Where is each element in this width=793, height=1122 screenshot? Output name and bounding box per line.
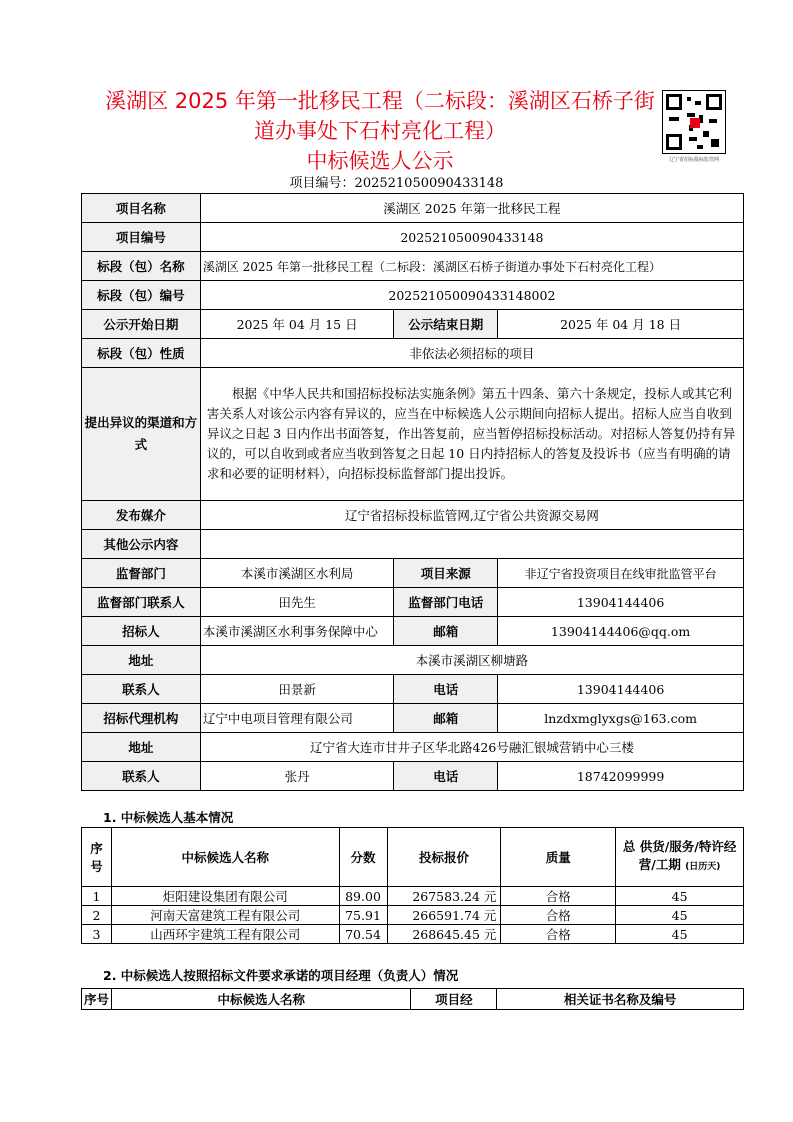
end-date-value: 2025 年 04 月 18 日 [498,310,744,339]
cell-name: 河南天富建筑工程有限公司 [111,906,339,925]
col-header-score: 分数 [339,828,387,887]
col-header-period-text: 总 供货/服务/特许经营/工期 [622,839,737,872]
cell-price: 268645.45 元 [387,925,501,944]
qr-code-icon [662,90,726,154]
table-row [82,501,744,530]
agency-address-label: 地址 [82,733,201,762]
cell-no: 2 [82,906,112,925]
sup-contact-value: 田先生 [200,588,394,617]
media-label: 发布媒介 [82,501,201,530]
table-row [82,559,744,588]
table-row [82,310,744,339]
agency-address-value: 辽宁省大连市甘井子区华北路426号融汇银城营销中心三楼 [200,733,743,762]
objection-label: 提出异议的渠道和方式 [82,368,201,501]
candidates-table [81,827,744,944]
section-name-label: 标段（包）名称 [82,252,201,281]
source-value: 非辽宁省投资项目在线审批监管平台 [498,559,744,588]
project-name-label: 项目名称 [82,194,201,223]
tenderer-phone-label: 电话 [394,675,498,704]
cell-quality: 合格 [501,925,616,944]
col-header-price: 投标报价 [387,828,501,887]
cell-no: 1 [82,887,112,906]
document-subtitle: 中标候选人公示 [306,149,454,173]
qr-caption: 辽宁省招标投标监管网 [668,157,719,163]
table-row [82,617,744,646]
document-title-line2: 道办事处下石村亮化工程） [254,119,506,143]
agency-value: 辽宁中电项目管理有限公司 [200,704,394,733]
col-header-no: 序号 [82,828,112,887]
section-no-label: 标段（包）编号 [82,281,201,310]
table-row [82,704,744,733]
col-header-name: 中标候选人名称 [111,828,339,887]
cell-period: 45 [616,887,744,906]
table-row [82,588,744,617]
table-row [82,223,744,252]
section-no-value: 20252105009043314​8002 [200,281,743,310]
col-header-quality: 质量 [501,828,616,887]
cell-price: 267583.24 元 [387,887,501,906]
cell-name: 山西环宇建筑工程有限公司 [111,925,339,944]
cell-score: 75.91 [339,906,387,925]
cell-quality: 合格 [501,906,616,925]
table-row [82,675,744,704]
table-row [82,925,744,944]
start-date-label: 公示开始日期 [82,310,201,339]
cell-price: 266591.74 元 [387,906,501,925]
tenderer-contact-label: 联系人 [82,675,201,704]
tenderer-address-label: 地址 [82,646,201,675]
table-row [82,906,744,925]
cell-score: 70.54 [339,925,387,944]
cell-period: 45 [616,925,744,944]
cell-name: 炬阳建设集团有限公司 [111,887,339,906]
col-header-name: 中标候选人名称 [111,989,411,1010]
table-row [82,281,744,310]
supervisor-value: 本溪市溪湖区水利局 [200,559,394,588]
table-row [82,530,744,559]
cell-period: 45 [616,906,744,925]
project-number-line: 项目编号：20252105009043314​8 [289,176,504,191]
candidates-section-title: 1. 中标候选人基本情况 [103,810,234,825]
table-row [82,194,744,223]
agency-email-label: 邮箱 [394,704,498,733]
agency-label: 招标代理机构 [82,704,201,733]
agency-email-value: lnzdxmglyxgs@163.com [498,704,744,733]
section-nature-label: 标段（包）性质 [82,339,201,368]
cell-quality: 合格 [501,887,616,906]
other-label: 其他公示内容 [82,530,201,559]
objection-text: 根据《中华人民共和国招标投标法实施条例》第五十四条、第六十条规定，投标人或其它利害关系人对该公示内容有异议的，应当在中标候选人公示期间向招标人提出。招标人应当自收到异议之日起 3 日内作出书面答复，作出答复前，应当暂停招标投标活动。对招标人答复仍持有异议的，可以自收到或者应当收到答复之日起 10 日内持招标人的答复及投诉书（应当有明确的请求和必要的证明材料），向招标投标监督部门提出投诉。 [200,368,743,501]
source-label: 项目来源 [394,559,498,588]
agency-contact-value: 张丹 [200,762,394,791]
start-date-value: 2025 年 04 月 15 日 [200,310,394,339]
tenderer-label: 招标人 [82,617,201,646]
supervisor-label: 监督部门 [82,559,201,588]
agency-phone-label: 电话 [394,762,498,791]
table-row [82,252,744,281]
tenderer-email-label: 邮箱 [394,617,498,646]
tenderer-contact-value: 田景新 [200,675,394,704]
managers-section-title: 2. 中标候选人按照招标文件要求承诺的项目经理（负责人）情况 [103,968,459,983]
tenderer-value: 本溪市溪湖区水利事务保障中心 [200,617,394,646]
tenderer-phone-value: 13904144406 [498,675,744,704]
project-no-label: 项目编号 [82,223,201,252]
table-header-row [82,828,744,887]
table-row [82,339,744,368]
table-row [82,762,744,791]
other-value [200,530,743,559]
col-header-cert: 相关证书名称及编号 [497,989,744,1010]
managers-table [81,988,744,1010]
col-header-period [616,828,744,887]
project-no-value: 20252105009043314​8 [200,223,743,252]
agency-contact-label: 联系人 [82,762,201,791]
table-row [82,368,744,501]
agency-phone-value: 18742099999 [498,762,744,791]
end-date-label: 公示结束日期 [394,310,498,339]
cell-score: 89.00 [339,887,387,906]
sup-phone-value: 13904144406 [498,588,744,617]
project-name-value: 溪湖区 2025 年第一批移民工程 [200,194,743,223]
sup-phone-label: 监督部门电话 [394,588,498,617]
table-row [82,887,744,906]
tenderer-address-value: 本溪市溪湖区柳塘路 [200,646,743,675]
table-header-row [82,989,744,1010]
document-title-line1: 溪湖区 2025 年第一批移民工程（二标段：溪湖区石桥子街 [105,89,655,113]
section-nature-value: 非依法必须招标的项目 [200,339,743,368]
project-info-table [81,193,744,791]
cell-no: 3 [82,925,112,944]
col-header-manager: 项目经 [411,989,497,1010]
table-row [82,646,744,675]
table-row [82,733,744,762]
tenderer-email-value: 13904144406@qq.om [498,617,744,646]
sup-contact-label: 监督部门联系人 [82,588,201,617]
col-header-period-unit: (日历天) [685,862,721,872]
col-header-no: 序号 [82,989,112,1010]
section-name-value: 溪湖区 2025 年第一批移民工程（二标段：溪湖区石桥子街道办事处下石村亮化工程） [200,252,743,281]
media-value: 辽宁省招标投标监管网,辽宁省公共资源交易网 [200,501,743,530]
